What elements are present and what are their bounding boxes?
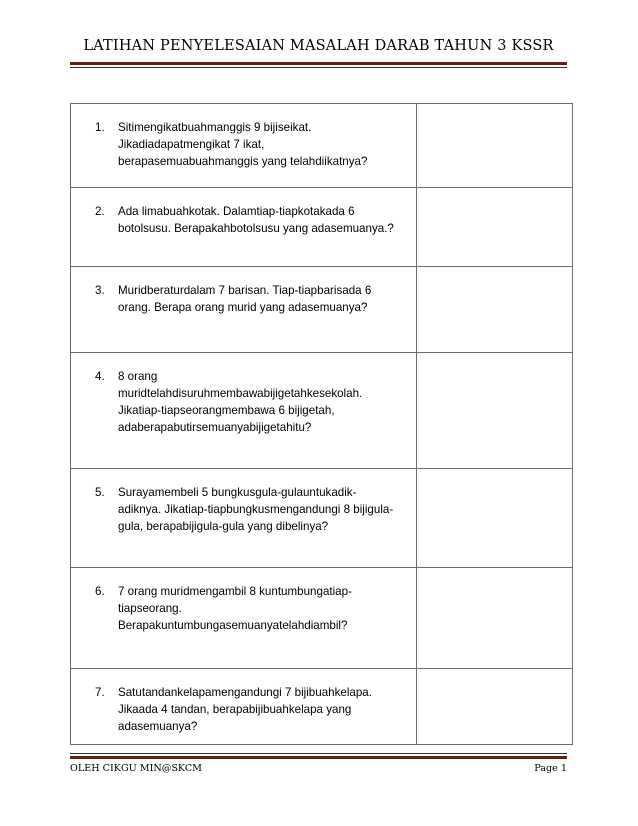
answer-cell[interactable]	[417, 188, 573, 267]
question-line: tiapseorang.	[118, 602, 182, 615]
question-row	[71, 188, 573, 267]
question-line: botolsusu. Berapakahbotolsusu yang adasemuanya.?	[118, 222, 394, 235]
page-title: LATIHAN PENYELESAIAN MASALAH DARAB TAHUN 3 KSSR	[83, 38, 554, 54]
question-row	[71, 353, 573, 469]
answer-cell[interactable]	[417, 568, 573, 669]
question-row	[71, 104, 573, 188]
footer-rule-thin	[70, 753, 567, 754]
question-line: Berapakuntumbungasemuanyatelahdiambil?	[118, 619, 348, 632]
question-line: gula, berapabijigula-gula yang dibelinya?	[118, 520, 329, 533]
question-cell	[71, 469, 417, 568]
answer-cell[interactable]	[417, 669, 573, 745]
footer-rule-thick	[70, 756, 567, 759]
question-line: Ada limabuahkotak. Dalamtiap-tiapkotakada 6	[118, 205, 355, 218]
question-line: Jikadiadapatmengikat 7 ikat,	[118, 138, 265, 151]
answer-cell[interactable]	[417, 267, 573, 353]
question-cell	[71, 267, 417, 353]
question-table	[70, 103, 573, 745]
question-line: adaberapabutirsemuanyabijigetahitu?	[118, 421, 312, 434]
question-line: Satutandankelapamengandungi 7 bijibuahkelapa.	[118, 686, 372, 699]
question-line: adasemuanya?	[118, 720, 198, 733]
question-cell	[71, 104, 417, 188]
page-header	[70, 28, 567, 62]
question-cell	[71, 568, 417, 669]
question-line: orang. Berapa orang murid yang adasemuanya?	[118, 301, 368, 314]
question-row	[71, 469, 573, 568]
question-line: berapasemuabuahmanggis yang telahdiikatnya?	[118, 155, 368, 168]
question-line: Sitimengikatbuahmanggis 9 bijiseikat.	[118, 121, 312, 134]
question-number: 7.	[95, 686, 105, 699]
question-line: Muridberaturdalam 7 barisan. Tiap-tiapbarisada 6	[118, 284, 372, 297]
question-row	[71, 669, 573, 745]
question-line: adiknya. Jikatiap-tiapbungkusmengandungi 8 bijigula-	[118, 503, 394, 516]
header-rule-thin	[70, 67, 567, 68]
header-rule-thick	[70, 62, 567, 65]
question-line: Jikaada 4 tandan, berapabijibuahkelapa yang	[118, 703, 352, 716]
question-line: 7 orang muridmengambil 8 kuntumbungatiap-	[118, 585, 352, 598]
answer-cell[interactable]	[417, 104, 573, 188]
question-line: 8 orang	[118, 370, 158, 383]
question-cell	[71, 353, 417, 469]
question-line: Jikatiap-tiapseorangmembawa 6 bijigetah,	[118, 404, 335, 417]
question-number: 6.	[95, 585, 105, 598]
question-number: 1.	[95, 121, 105, 134]
question-cell	[71, 669, 417, 745]
footer-author: OLEH CIKGU MIN@SKCM	[70, 763, 202, 774]
question-row	[71, 267, 573, 353]
question-number: 2.	[95, 205, 105, 218]
page-number: Page 1	[534, 763, 567, 774]
question-line: muridtelahdisuruhmembawabijigetahkesekolah.	[118, 387, 363, 400]
question-number: 3.	[95, 284, 105, 297]
question-number: 4.	[95, 370, 105, 383]
question-number: 5.	[95, 486, 105, 499]
answer-cell[interactable]	[417, 353, 573, 469]
question-cell	[71, 188, 417, 267]
question-line: Surayamembeli 5 bungkusgula-gulauntukadik-	[118, 486, 357, 499]
answer-cell[interactable]	[417, 469, 573, 568]
question-row	[71, 568, 573, 669]
